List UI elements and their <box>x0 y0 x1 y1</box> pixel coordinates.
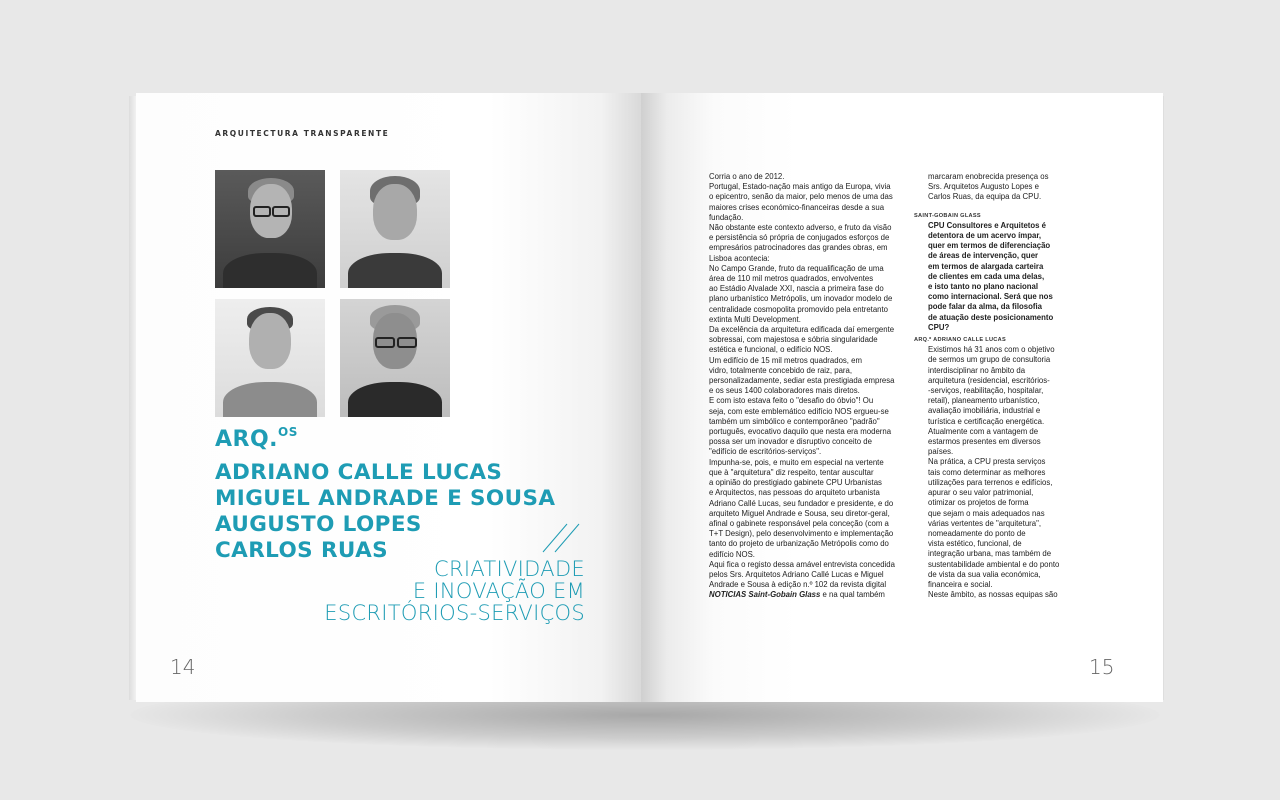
text-line: e persistência só própria de conjugados esforços de <box>709 233 890 243</box>
text-line: arquiteto Miguel Andrade e Sousa, seu diretor-geral, <box>709 508 890 518</box>
text-line: Andrade e Sousa à edição n.º 102 da revista digital <box>709 580 887 590</box>
text-line: fundação. <box>709 212 744 222</box>
question-line: em termos de alargada carteira <box>928 261 1044 271</box>
text-line: tanto do projeto de urbanização Metrópolis como do <box>709 539 889 549</box>
text-line: português, evocativo daquilo que nesta era moderna <box>709 427 892 437</box>
question-line: pode falar da alma, da filosofia <box>928 302 1042 312</box>
section-label: ARQUITECTURA TRANSPARENTE <box>215 129 390 138</box>
tagline <box>324 558 585 624</box>
text-line: Da excelência da arquitetura edificada daí emergente <box>709 325 895 335</box>
text-line: extinta Multi Development. <box>709 314 801 324</box>
text-line: possa ser um inovador e disruptivo conceito de <box>709 437 872 447</box>
text-line: Não obstante este contexto adverso, e fruto da visão <box>709 223 892 233</box>
text-line: empresários patrocinadores das grandes obras, em <box>709 243 888 253</box>
text-line: turística e certificação energética. <box>928 416 1045 426</box>
name-line: ADRIANO CALLE LUCAS <box>215 460 503 485</box>
article-column-2 <box>914 172 1074 600</box>
text-line: personalizadamente, sediar esta prestigiada empresa <box>709 376 895 386</box>
text-line: Srs. Arquitetos Augusto Lopes e <box>928 182 1039 192</box>
text-line: nomeadamente do ponto de <box>928 528 1026 538</box>
text-line: a opinião do prestigiado gabinete CPU Urbanistas <box>709 478 882 488</box>
text-line: de sermos um grupo de consultoria <box>928 355 1051 365</box>
text-line: Na prática, a CPU presta serviços <box>928 457 1046 467</box>
text-line: Carlos Ruas, da equipa da CPU. <box>928 192 1042 202</box>
text-line: países. <box>928 447 954 457</box>
text-line: apurar o seu valor patrimonial, <box>928 488 1034 498</box>
question-line: quer em termos de diferenciação <box>928 241 1051 251</box>
page-number-left: 14 <box>170 655 196 679</box>
left-page <box>136 93 641 702</box>
text-line: Existimos há 31 anos com o objetivo <box>928 345 1055 355</box>
text-line: avaliação imobiliária, industrial e <box>928 406 1041 416</box>
right-page <box>641 93 1163 702</box>
text-line: "edifício de escritórios-serviços". <box>709 447 822 457</box>
text-line: afinal o gabinete responsável pela conceção (com a <box>709 518 889 528</box>
text-line: ao Estádio Alvalade XXI, nascia a primeira fase do <box>709 284 884 294</box>
portrait-photo-3 <box>215 299 325 417</box>
text-line: E com isto estava feito o "desafio do óbvio"! Ou <box>709 396 874 406</box>
text-line: financeira e social. <box>928 579 993 589</box>
text-line: Portugal, Estado-nação mais antigo da Europa, vivia <box>709 182 891 192</box>
text-line: Neste âmbito, as nossas equipas são <box>928 590 1058 600</box>
text-line: maiores crises económico-financeiras desde a sua <box>709 202 885 212</box>
text-line: de vista da sua valia económica, <box>928 569 1041 579</box>
text-line: várias vertentes de "arquitetura", <box>928 518 1042 528</box>
text-line: edifício NOS. <box>709 549 755 559</box>
text-line: utilizações para terrenos e edifícios, <box>928 477 1053 487</box>
question-line: CPU Consultores e Arquitetos é <box>928 220 1046 230</box>
text-line: plano urbanístico Metrópolis, um inovador modelo de <box>709 294 893 304</box>
text-line: que sejam o mais adequados nas <box>928 508 1045 518</box>
question-line: de áreas de intervenção, quer <box>928 251 1039 261</box>
name-line: AUGUSTO LOPES <box>215 512 422 537</box>
text-line-last: NOTICIAS Saint-Gobain Glass e na qual também <box>709 590 885 600</box>
architect-names <box>215 460 555 564</box>
text-line: Um edifício de 15 mil metros quadrados, em <box>709 355 862 365</box>
text-line: integração urbana, mas também de <box>928 549 1052 559</box>
text-line: sobressai, com majestosa e sóbria singularidade <box>709 335 878 345</box>
question-line: detentora de um acervo ímpar, <box>928 231 1042 241</box>
portrait-photo-1 <box>215 170 325 288</box>
text-line: Aqui fica o registo dessa amável entrevista concedida <box>709 559 895 569</box>
magazine-title: NOTICIAS Saint-Gobain Glass <box>709 590 821 600</box>
title-superscript: OS <box>278 425 298 439</box>
portrait-photo-4 <box>340 299 450 417</box>
name-line: CARLOS RUAS <box>215 538 389 563</box>
article-column-1 <box>709 172 901 601</box>
text-line: centralidade cosmopolita promovido pela entretanto <box>709 304 889 314</box>
tagline-line: CRIATIVIDADE <box>434 557 585 581</box>
text-line: marcaram enobrecida presença os <box>928 172 1049 181</box>
tagline-line: E INOVAÇÃO EM <box>412 579 585 603</box>
question-line: como internacional. Será que nos <box>928 292 1053 302</box>
text-line: vidro, totalmente concebido de raiz, para, <box>709 365 853 375</box>
text-line: área de 110 mil metros quadrados, envolventes <box>709 274 874 284</box>
text-line: que à "arquitetura" diz respeito, tentar auscultar <box>709 467 874 477</box>
interviewee-label: ARQ.º ADRIANO CALLE LUCAS <box>914 337 1006 344</box>
text-line: também um simbólico e contemporâneo "padrão" <box>709 416 880 426</box>
text-line: o epicentro, senão da maior, pelo menos de uma das <box>709 192 893 202</box>
text-line: e Arquitectos, nas pessoas do arquiteto urbanista <box>709 488 880 498</box>
text-line: Corria o ano de 2012. <box>709 172 785 181</box>
tagline-line: ESCRITÓRIOS-SERVIÇOS <box>324 601 585 625</box>
text-line: pelos Srs. Arquitetos Adriano Callé Lucas e Miguel <box>709 569 884 579</box>
text-line: estética e funcional, o edifício NOS. <box>709 345 833 355</box>
portrait-photo-2 <box>340 170 450 288</box>
text-line: estarmos presentes em diversos <box>928 437 1041 447</box>
question-line: CPU? <box>928 322 950 332</box>
text-line: Adriano Callé Lucas, seu fundador e presidente, e do <box>709 498 894 508</box>
text-line: otimizar os projetos de forma <box>928 498 1029 508</box>
text-line: Impunha-se, pois, e muito em especial na vertente <box>709 457 884 467</box>
text-line: Atualmente com a vantagem de <box>928 426 1039 436</box>
question-line: de clientes em cada uma delas, <box>928 271 1045 281</box>
text-line: -serviços, reabilitação, hospitalar, <box>928 386 1044 396</box>
text-line: tais como determinar as melhores <box>928 467 1046 477</box>
name-line: MIGUEL ANDRADE E SOUSA <box>215 486 556 511</box>
page-number-right: 15 <box>1089 655 1115 679</box>
title-prefix: ARQ.$^{OS}$ <box>215 425 298 452</box>
text-line: Lisboa acontecia: <box>709 253 770 263</box>
question-line: de atuação deste posicionamento <box>928 312 1054 322</box>
double-slash-ornament <box>539 523 583 553</box>
text-line: seja, com este emblemático edifício NOS ergueu-se <box>709 406 889 416</box>
text-line: sustentabilidade ambiental e do ponto <box>928 559 1060 569</box>
text-line: interdisciplinar no âmbito da <box>928 365 1026 375</box>
text-line: vista estético, funcional, de <box>928 539 1022 549</box>
text-line: T+T Design), pelo desenvolvimento e implementação <box>709 529 894 539</box>
text-line: arquitetura (residencial, escritórios- <box>928 375 1050 385</box>
question-line: e isto tanto no plano nacional <box>928 282 1039 292</box>
text-line: retail), planeamento urbanístico, <box>928 396 1040 406</box>
text-line: No Campo Grande, fruto da requalificação de uma <box>709 263 884 273</box>
text-line: e os seus 1400 colaboradores mais diretos. <box>709 386 860 396</box>
interviewer-label: SAINT-GOBAIN GLASS <box>914 212 981 219</box>
